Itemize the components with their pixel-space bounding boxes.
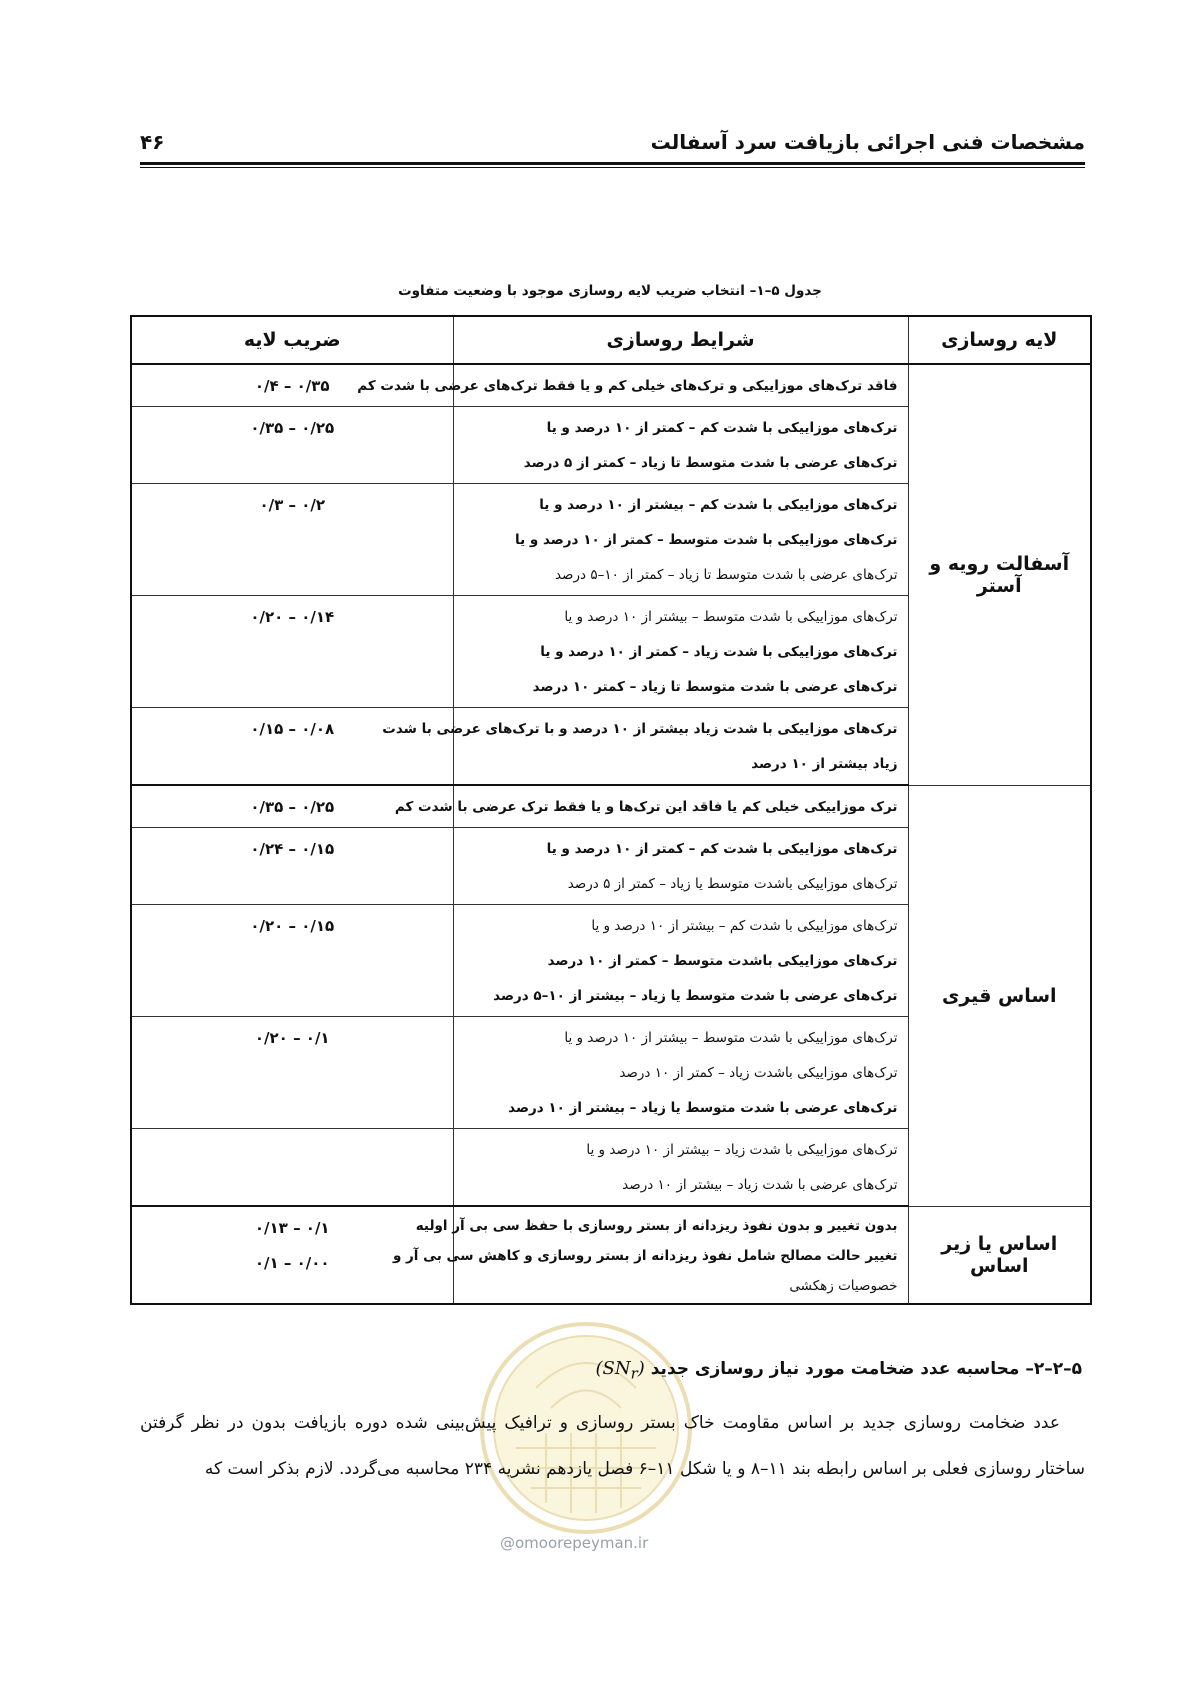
conditions-cell <box>453 1017 908 1129</box>
coefficient-value: ۰/۱۵ – ۰/۲۴ <box>250 840 335 858</box>
coefficient-cell <box>131 596 453 708</box>
condition-line: ترک‌های موزاییکی با شدت متوسط – بیشتر از ۱۰ درصد و یا <box>564 609 898 625</box>
coefficient-value: ۰/۱ – ۰/۲۰ <box>254 1029 330 1047</box>
condition-line: ترک‌های موزاییکی با شدت کم – کمتر از ۱۰ درصد و یا <box>546 841 898 857</box>
coefficient-value: ۰/۲۵ – ۰/۳۵ <box>250 419 335 437</box>
conditions-cell <box>453 905 908 1017</box>
sn-symbol-sub: r <box>630 1364 638 1383</box>
sn-symbol <box>595 1358 645 1383</box>
condition-line: ترک‌های موزاییکی باشدت متوسط یا زیاد – کمتر از ۵ درصد <box>567 876 898 892</box>
conditions-cell <box>453 407 908 484</box>
condition-line: ترک موزاییکی خیلی کم یا فاقد این ترک‌ها و یا فقط ترک عرضی با شدت کم <box>394 799 898 815</box>
condition-line: ترک‌های موزاییکی با شدت زیاد – کمتر از ۱۰ درصد و یا <box>540 644 898 660</box>
page-number: ۴۶ <box>140 130 165 154</box>
condition-line: فاقد ترک‌های موزاییکی و ترک‌های خیلی کم و یا فقط ترک‌های عرضی با شدت کم <box>357 378 898 394</box>
sn-symbol-close: ) <box>637 1358 645 1379</box>
coefficient-value: ۰/۲ – ۰/۳ <box>259 496 326 514</box>
header-layer: لایه روسازی <box>908 316 1091 364</box>
conditions-cell <box>453 828 908 905</box>
condition-line: ترک‌های موزاییکی با شدت زیاد – بیشتر از ۱۰ درصد و یا <box>586 1142 898 1158</box>
condition-line: تغییر حالت مصالح شامل نفوذ ریزدانه از بستر روسازی و کاهش سی بی آر و <box>392 1248 898 1264</box>
condition-line: ترک‌های موزاییکی باشدت متوسط – کمتر از ۱۰ درصد <box>547 953 898 969</box>
condition-line: ترک‌های عرضی با شدت متوسط یا زیاد – بیشتر از ۱۰–۵ درصد <box>493 988 898 1004</box>
coefficient-cell <box>131 1017 453 1129</box>
condition-line: ترک‌های موزاییکی با شدت متوسط – بیشتر از ۱۰ درصد و یا <box>564 1030 898 1046</box>
conditions-cell <box>453 484 908 596</box>
page-title: مشخصات فنی اجرائی بازیافت سرد آسفالت <box>650 130 1085 154</box>
watermark-text: @omoorepeyman.ir <box>500 1534 649 1552</box>
condition-line: ترک‌های عرضی با شدت متوسط تا زیاد – کمتر ۱۰ درصد <box>532 679 898 695</box>
table-caption: جدول ۵–۱– انتخاب ضریب لایه روسازی موجود با وضعیت متفاوت <box>398 283 822 299</box>
coefficient-value: ۰/۳۵ – ۰/۴ <box>254 377 330 395</box>
conditions-cell <box>357 364 908 407</box>
coefficient-value: ۰/۱۵ – ۰/۲۰ <box>250 917 335 935</box>
header-coefficient: ضریب لایه <box>131 316 453 364</box>
coefficient-value: ۰/۲۵ – ۰/۳۵ <box>250 798 335 816</box>
condition-line: ترک‌های موزاییکی با شدت زیاد بیشتر از ۱۰ درصد و با ترک‌های عرضی با شدت <box>382 721 898 737</box>
coefficient-cell <box>131 484 453 596</box>
conditions-cell <box>453 1129 908 1207</box>
body-paragraph: عدد ضخامت روسازی جدید بر اساس مقاومت خاک بستر روسازی و ترافیک پیش‌بینی شده دوره بازیافت بدون در نظر گرفتن ساختار روسازی فعلی بر اساس رابطه بند ۱۱–۸ و یا شکل ۱۱–۶ فصل یازدهم نشریه ۲۳۴ محاسبه می‌گردد. لازم بذکر است که <box>140 1413 1085 1479</box>
condition-line: ترک‌های موزاییکی با شدت کم – کمتر از ۱۰ درصد و یا <box>546 420 898 436</box>
layer-base-subbase: اساس یا زیر اساس <box>908 1206 1091 1304</box>
layer-coefficient-table <box>130 315 1092 1305</box>
coefficient-cell <box>131 407 453 484</box>
table-row <box>131 364 1091 407</box>
table-header-row <box>131 316 1091 364</box>
condition-line: ترک‌های عرضی با شدت زیاد – بیشتر از ۱۰ درصد <box>622 1177 898 1193</box>
table-row <box>131 1206 1091 1304</box>
conditions-cell <box>394 785 908 828</box>
coefficient-value: ۰/۱۴ – ۰/۲۰ <box>250 608 335 626</box>
conditions-cell <box>453 596 908 708</box>
header-rule <box>140 167 1085 168</box>
condition-line: بدون تغییر و بدون نفوذ ریزدانه از بستر روسازی با حفظ سی بی آر اولیه <box>415 1218 898 1234</box>
coefficient-cell <box>131 828 453 905</box>
conditions-cell <box>382 708 908 786</box>
conditions-cell <box>392 1206 908 1304</box>
condition-line: ترک‌های موزاییکی با شدت کم – بیشتر از ۱۰ درصد و یا <box>591 918 898 934</box>
condition-line: زیاد بیشتر از ۱۰ درصد <box>751 756 898 772</box>
condition-line: ترک‌های عرضی با شدت متوسط تا زیاد – کمتر از ۵ درصد <box>523 455 898 471</box>
section-heading-text: ۵–۲–۲– محاسبه عدد ضخامت مورد نیاز روسازی جدید <box>650 1359 1082 1379</box>
page-header <box>140 128 1085 165</box>
condition-line: ترک‌های موزاییکی با شدت متوسط – کمتر از ۱۰ درصد و یا <box>515 532 898 548</box>
layer-bituminous-base: اساس قیری <box>908 785 1091 1206</box>
coefficient-cell <box>131 905 453 1017</box>
coefficient-value: ۰/۰۸ – ۰/۱۵ <box>250 720 335 738</box>
section-heading <box>596 1358 1083 1383</box>
header-conditions: شرایط روسازی <box>453 316 908 364</box>
condition-line: ترک‌های موزاییکی با شدت کم – بیشتر از ۱۰ درصد و یا <box>539 497 898 513</box>
condition-line: ترک‌های موزاییکی باشدت زیاد – کمتر از ۱۰ درصد <box>619 1065 898 1081</box>
table-row <box>131 785 1091 828</box>
sn-symbol-open: (SN <box>595 1358 631 1379</box>
layer-asphalt-surface: آسفالت رویه و آستر <box>908 364 1091 785</box>
coefficient-value: ۰/۱ – ۰/۱۳ <box>254 1219 330 1237</box>
coefficient-cell-empty <box>131 1129 453 1207</box>
condition-line: ترک‌های عرضی با شدت متوسط یا زیاد – بیشتر از ۱۰ درصد <box>508 1100 898 1116</box>
condition-line: خصوصیات زهکشی <box>789 1278 898 1294</box>
condition-line: ترک‌های عرضی با شدت متوسط تا زیاد – کمتر از ۱۰–۵ درصد <box>554 567 898 583</box>
coefficient-value: ۰/۰۰ – ۰/۱ <box>254 1254 330 1272</box>
